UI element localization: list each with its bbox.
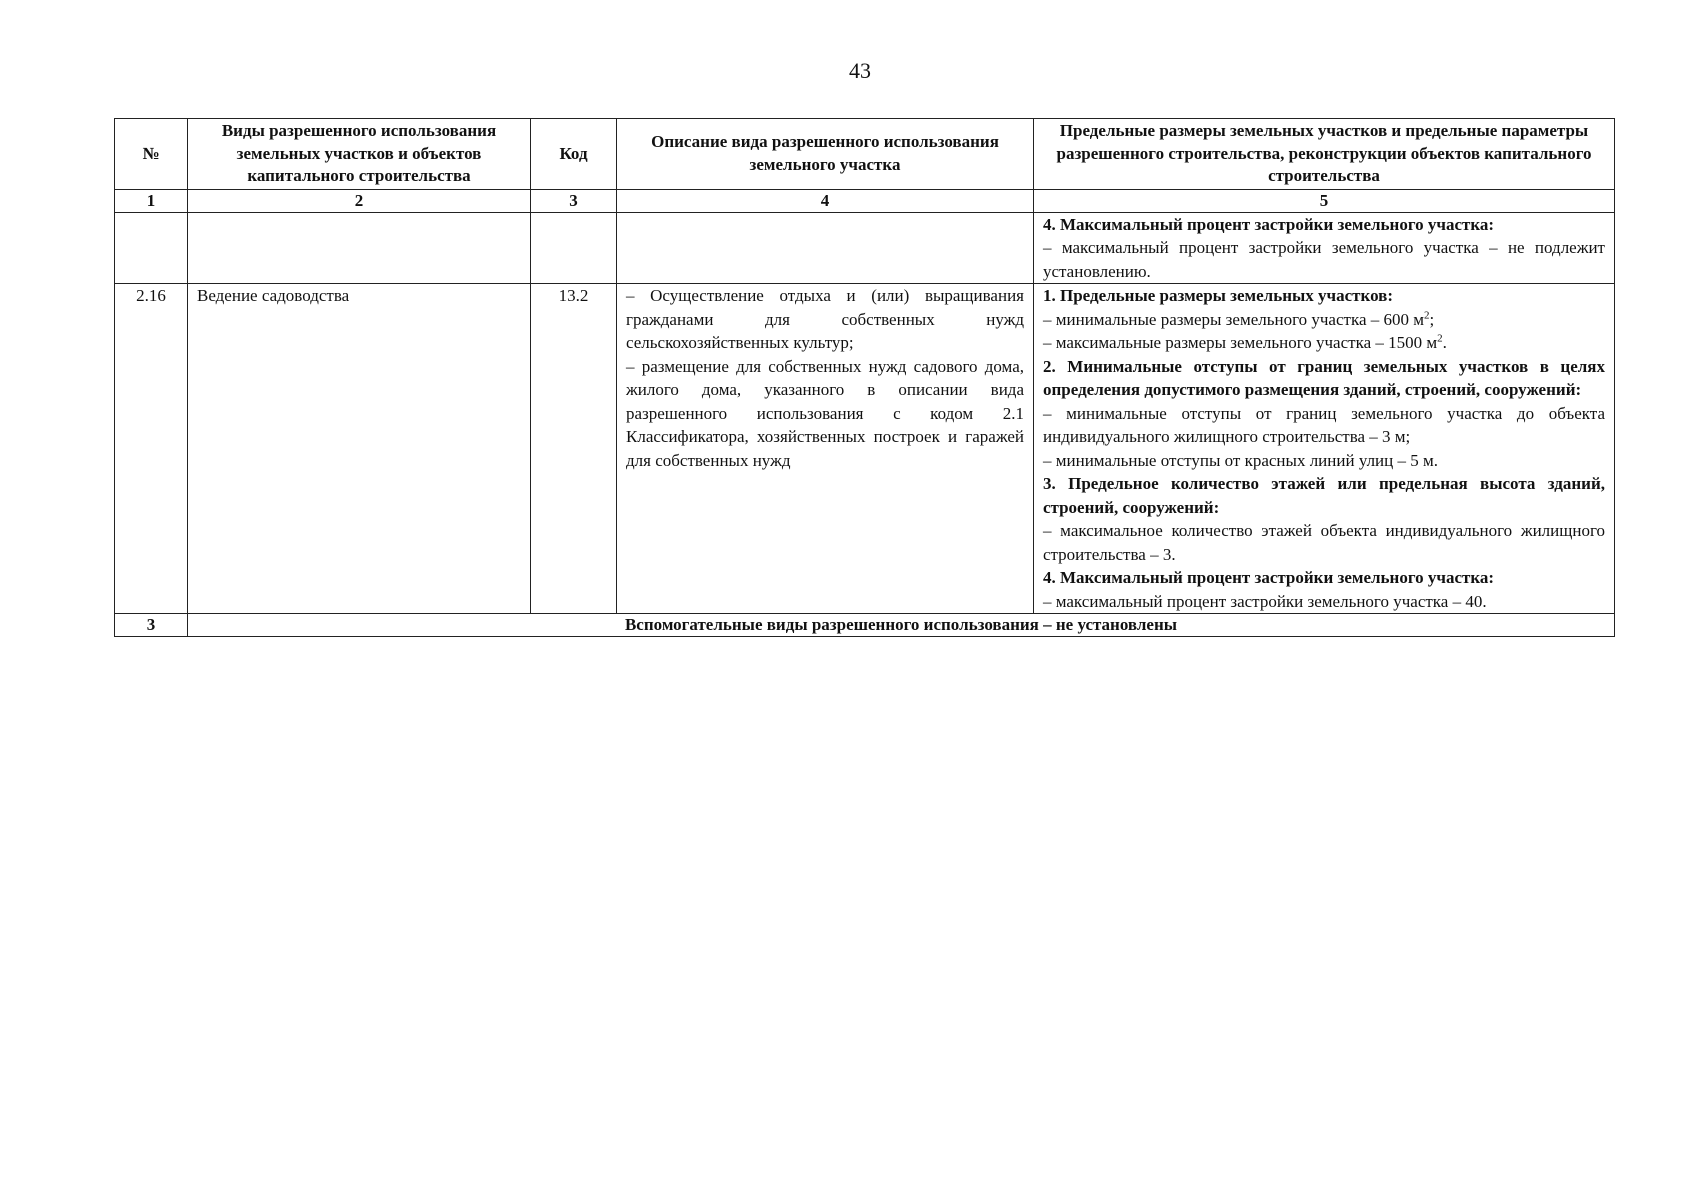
column-number: 1 (115, 189, 188, 212)
header-description: Описание вида разрешенного использования земельного участка (617, 119, 1034, 190)
param-item: – минимальные отступы от границ земельного участка до объекта индивидуального жилищного строительства – 3 м; (1043, 403, 1605, 446)
column-number: 5 (1034, 189, 1615, 212)
row-number: 2.16 (115, 284, 188, 614)
param-item: – минимальные отступы от красных линий улиц – 5 м. (1043, 450, 1439, 470)
param-heading: 4. Максимальный процент застройки земельного участка: (1043, 568, 1495, 587)
continuation-row (115, 212, 1615, 284)
param-heading: 2. Минимальные отступы от границ земельных участков в целях определения допустимого размещения зданий, строений, сооружений: (1043, 356, 1605, 399)
header-code: Код (531, 119, 617, 190)
land-use-table (114, 118, 1615, 637)
row-use-name: Ведение садоводства (188, 284, 531, 614)
param-heading: 1. Предельные размеры земельных участков: (1043, 286, 1394, 305)
header-use-type: Виды разрешенного использования земельных участков и объектов капитального строительства (188, 119, 531, 190)
param-heading: 3. Предельное количество этажей или предельная высота зданий, строений, сооружений: (1043, 474, 1605, 517)
continuation-parameters (1034, 212, 1615, 284)
param-item: – минимальные размеры земельного участка – 600 $м^2$; (1043, 308, 1435, 329)
header-parameters: Предельные размеры земельных участков и предельные параметры разрешенного строительства, реконструкции объектов капитального строительства (1034, 119, 1615, 190)
row-parameters (1034, 284, 1615, 614)
continuation-text: – максимальный процент застройки земельного участка – не подлежит установлению. (1043, 238, 1605, 281)
continuation-heading: 4. Максимальный процент застройки земельного участка: (1043, 214, 1495, 234)
param-item: – максимальные размеры земельного участка – 1500 $м^2$. (1043, 332, 1447, 352)
auxiliary-uses-text: Вспомогательные виды разрешенного использования – не установлены (188, 614, 1615, 637)
column-number: 3 (531, 189, 617, 212)
row-code: 13.2 (531, 284, 617, 614)
param-item: – максимальное количество этажей объекта индивидуального жилищного строительства – 3. (1043, 521, 1605, 564)
param-item: – максимальный процент застройки земельного участка – 40. (1043, 591, 1487, 611)
row-description (617, 284, 1034, 614)
auxiliary-number: 3 (115, 614, 188, 637)
table-row (115, 284, 1615, 614)
column-number: 4 (617, 189, 1034, 212)
column-number: 2 (188, 189, 531, 212)
header-number: № (115, 119, 188, 190)
column-number-row (115, 189, 1615, 212)
description-paragraph: – Осуществление отдыха и (или) выращивания гражданами для собственных нужд сельскохозяйственных культур; (626, 286, 1024, 352)
table-header-row (115, 119, 1615, 190)
auxiliary-uses-row (115, 614, 1615, 637)
page-number: 43 (849, 58, 871, 83)
description-paragraph: – размещение для собственных нужд садового дома, жилого дома, указанного в описании вида разрешенного использования с кодом 2.1 Классификатора, хозяйственных построек и гаражей для собственных нужд (626, 356, 1024, 470)
